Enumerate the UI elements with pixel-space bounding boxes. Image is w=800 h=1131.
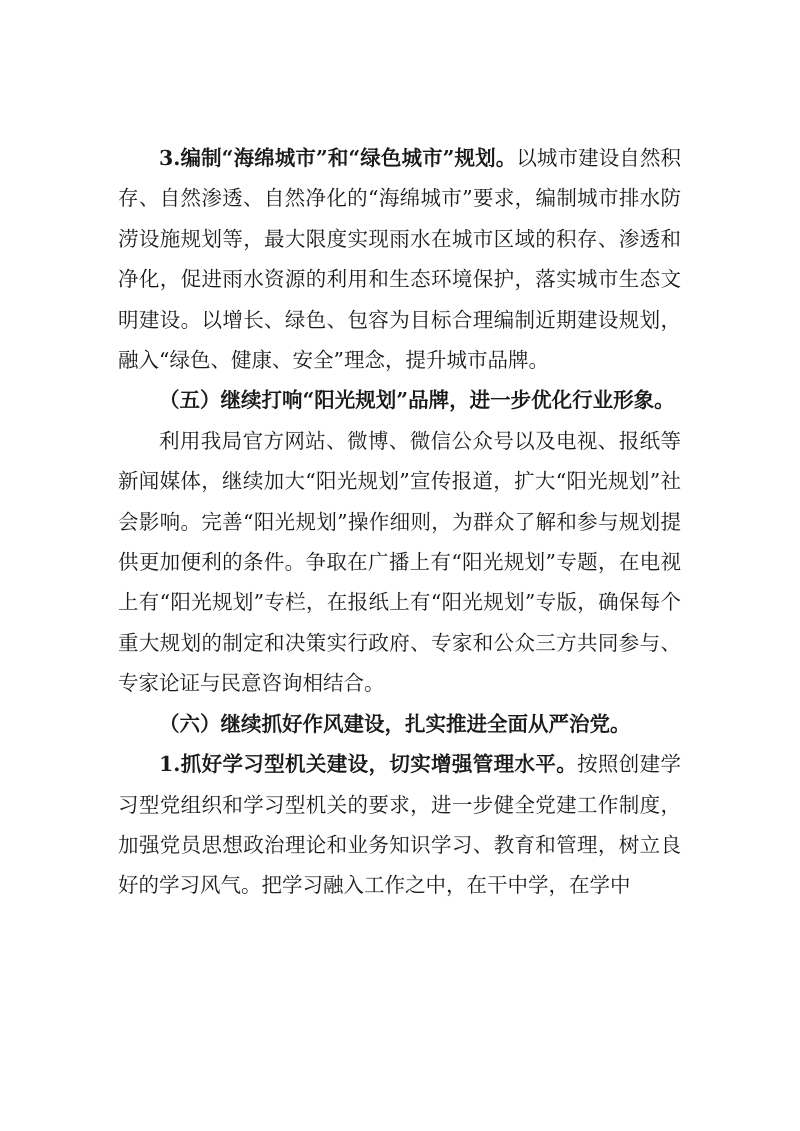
paragraph-learning-organization: [118, 744, 681, 906]
heading-text: （六）继续抓好作风建设，扎实推进全面从严治党。: [159, 711, 631, 736]
paragraph-lead: 3.编制“海绵城市”和“绿色城市”规划。: [159, 146, 517, 170]
paragraph-lead: 1.抓好学习型机关建设，切实增强管理水平。: [159, 752, 578, 777]
section-heading-5: [118, 380, 681, 420]
paragraph-text: 以城市建设自然积存、自然渗透、自然净化的“海绵城市”要求，编制城市排水防涝设施规划等，最大限度实现雨水在城市区域的积存、渗透和净化，促进雨水资源的利用和生态环境保护，落实城市生态文明建设。以增长、绿色、包容为目标合理编制近期建设规划，融入“绿色、健康、安全”理念，提升城市品牌。: [118, 146, 681, 373]
paragraph-sunshine-planning: [118, 421, 681, 704]
document-body: [118, 138, 681, 906]
paragraph-text: 利用我局官方网站、微博、微信公众号以及电视、报纸等新闻媒体，继续加大“阳光规划”宣传报道，扩大“阳光规划”社会影响。完善“阳光规划”操作细则，为群众了解和参与规划提供更加便利的条件。争取在广播上有“阳光规划”专题，在电视上有“阳光规划”专栏，在报纸上有“阳光规划”专版，确保每个重大规划的制定和决策实行政府、专家和公众三方共同参与、专家论证与民意咨询相结合。: [118, 428, 681, 696]
paragraph-sponge-city-plan: [118, 138, 681, 380]
section-heading-6: [118, 704, 681, 744]
paragraph-text: 按照创建学习型党组织和学习型机关的要求，进一步健全党建工作制度，加强党员思想政治理论和业务知识学习、教育和管理，树立良好的学习风气。把学习融入工作之中，在干中学，在学中: [118, 752, 681, 898]
heading-text: （五）继续打响“阳光规划”品牌，进一步优化行业形象。: [159, 388, 675, 413]
